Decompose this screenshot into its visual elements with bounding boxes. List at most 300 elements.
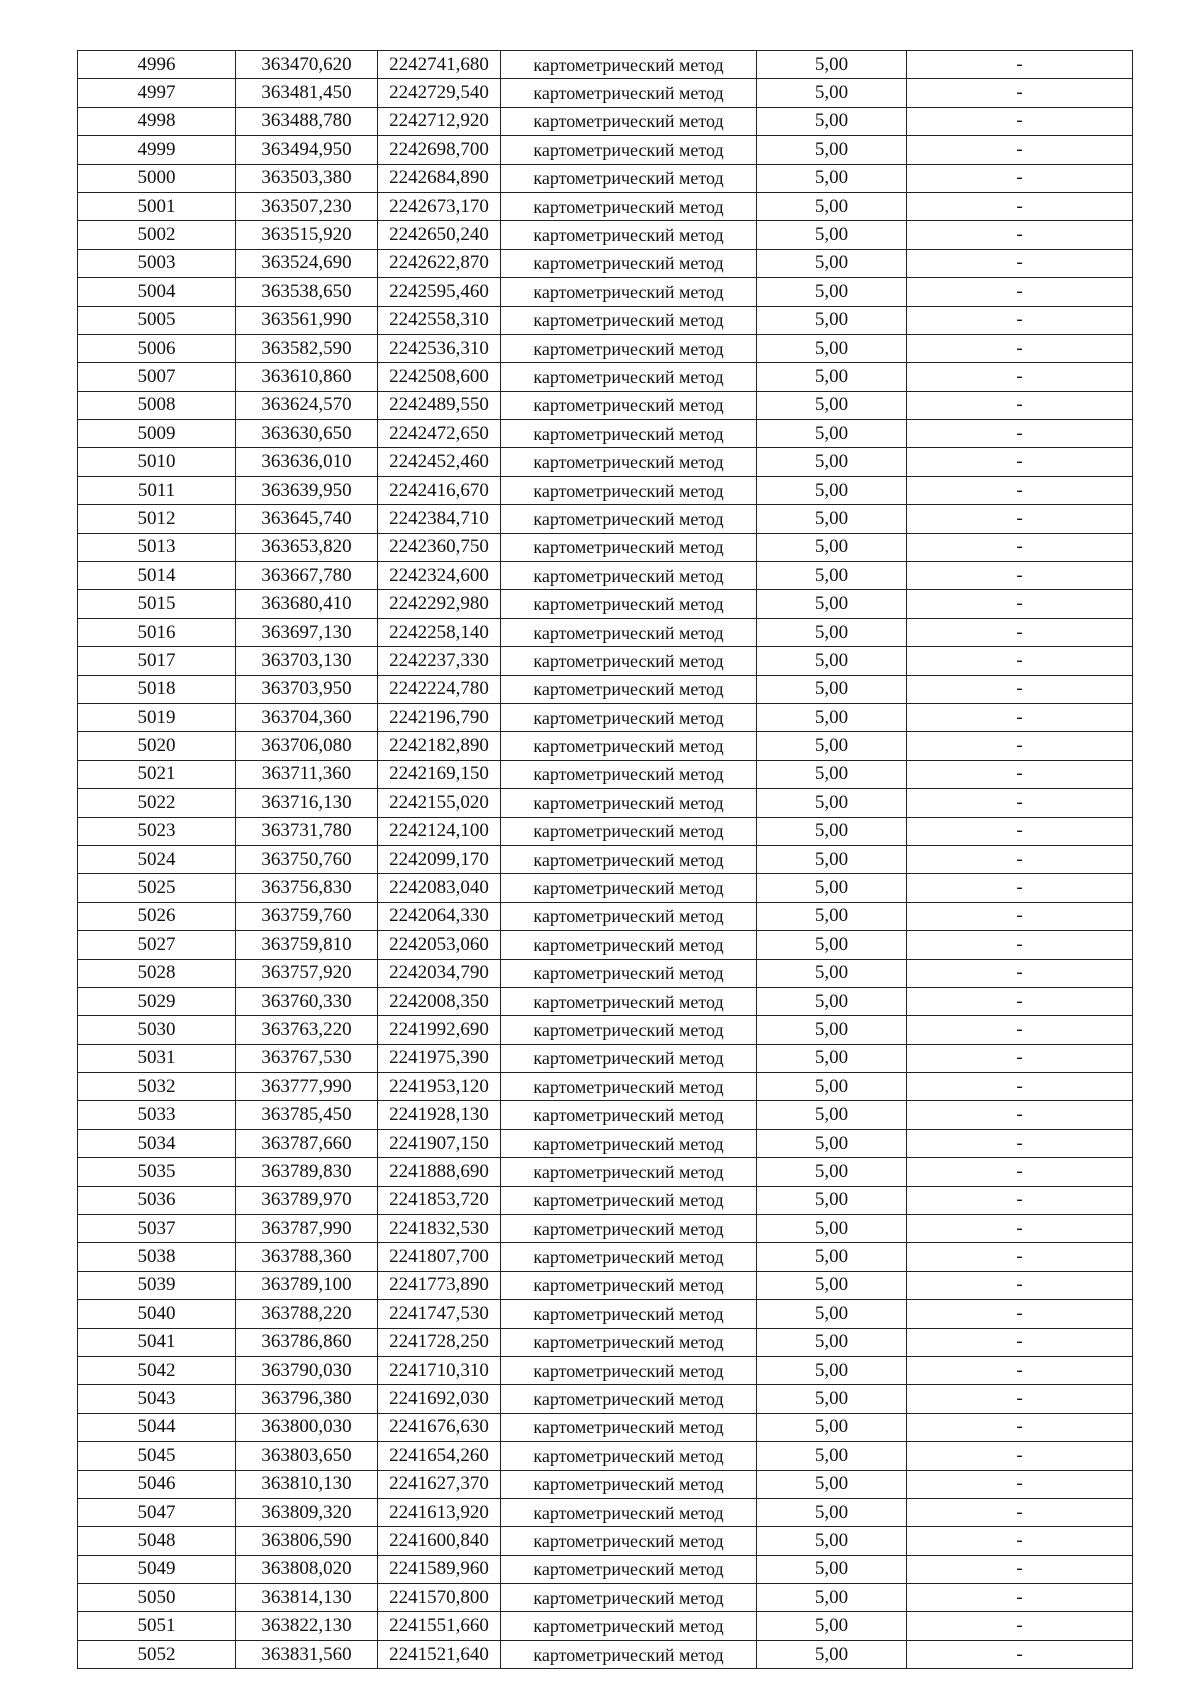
description-cell: - <box>907 1527 1133 1555</box>
accuracy-cell: 5,00 <box>757 732 907 760</box>
table-row <box>78 817 1133 845</box>
point-number-cell: 5041 <box>78 1328 236 1356</box>
y-coordinate-cell: 2242416,670 <box>378 476 501 504</box>
y-coordinate-cell: 2241807,700 <box>378 1243 501 1271</box>
x-coordinate-cell: 363789,830 <box>236 1158 378 1186</box>
accuracy-cell: 5,00 <box>757 1243 907 1271</box>
method-cell: картометрический метод <box>501 1101 757 1129</box>
x-coordinate-cell: 363680,410 <box>236 590 378 618</box>
accuracy-cell: 5,00 <box>757 1640 907 1668</box>
description-cell: - <box>907 931 1133 959</box>
coordinates-table <box>77 50 1133 1669</box>
accuracy-cell: 5,00 <box>757 760 907 788</box>
point-number-cell: 5007 <box>78 363 236 391</box>
table-row <box>78 760 1133 788</box>
table-row <box>78 1527 1133 1555</box>
description-cell: - <box>907 1300 1133 1328</box>
point-number-cell: 5003 <box>78 249 236 277</box>
point-number-cell: 5011 <box>78 476 236 504</box>
table-row <box>78 164 1133 192</box>
y-coordinate-cell: 2242741,680 <box>378 51 501 79</box>
x-coordinate-cell: 363610,860 <box>236 363 378 391</box>
y-coordinate-cell: 2242508,600 <box>378 363 501 391</box>
description-cell: - <box>907 164 1133 192</box>
method-cell: картометрический метод <box>501 1243 757 1271</box>
point-number-cell: 5012 <box>78 505 236 533</box>
x-coordinate-cell: 363786,860 <box>236 1328 378 1356</box>
y-coordinate-cell: 2242712,920 <box>378 107 501 135</box>
x-coordinate-cell: 363507,230 <box>236 192 378 220</box>
x-coordinate-cell: 363481,450 <box>236 79 378 107</box>
y-coordinate-cell: 2241692,030 <box>378 1385 501 1413</box>
y-coordinate-cell: 2242384,710 <box>378 505 501 533</box>
point-number-cell: 5004 <box>78 278 236 306</box>
accuracy-cell: 5,00 <box>757 1527 907 1555</box>
y-coordinate-cell: 2241589,960 <box>378 1555 501 1583</box>
description-cell: - <box>907 1584 1133 1612</box>
method-cell: картометрический метод <box>501 1442 757 1470</box>
y-coordinate-cell: 2242064,330 <box>378 902 501 930</box>
method-cell: картометрический метод <box>501 192 757 220</box>
point-number-cell: 5030 <box>78 1016 236 1044</box>
x-coordinate-cell: 363809,320 <box>236 1498 378 1526</box>
table-row <box>78 1470 1133 1498</box>
accuracy-cell: 5,00 <box>757 51 907 79</box>
y-coordinate-cell: 2241992,690 <box>378 1016 501 1044</box>
table-row <box>78 79 1133 107</box>
x-coordinate-cell: 363624,570 <box>236 391 378 419</box>
method-cell: картометрический метод <box>501 391 757 419</box>
y-coordinate-cell: 2242182,890 <box>378 732 501 760</box>
table-row <box>78 1612 1133 1640</box>
method-cell: картометрический метод <box>501 845 757 873</box>
description-cell: - <box>907 448 1133 476</box>
point-number-cell: 5034 <box>78 1129 236 1157</box>
point-number-cell: 5044 <box>78 1413 236 1441</box>
description-cell: - <box>907 817 1133 845</box>
description-cell: - <box>907 618 1133 646</box>
method-cell: картометрический метод <box>501 931 757 959</box>
y-coordinate-cell: 2242008,350 <box>378 987 501 1015</box>
point-number-cell: 5042 <box>78 1356 236 1384</box>
description-cell: - <box>907 51 1133 79</box>
y-coordinate-cell: 2242083,040 <box>378 874 501 902</box>
table-row <box>78 1271 1133 1299</box>
accuracy-cell: 5,00 <box>757 363 907 391</box>
method-cell: картометрический метод <box>501 647 757 675</box>
y-coordinate-cell: 2242595,460 <box>378 278 501 306</box>
accuracy-cell: 5,00 <box>757 221 907 249</box>
x-coordinate-cell: 363777,990 <box>236 1073 378 1101</box>
accuracy-cell: 5,00 <box>757 1101 907 1129</box>
y-coordinate-cell: 2242684,890 <box>378 164 501 192</box>
table-row <box>78 647 1133 675</box>
accuracy-cell: 5,00 <box>757 1016 907 1044</box>
point-number-cell: 5008 <box>78 391 236 419</box>
x-coordinate-cell: 363787,660 <box>236 1129 378 1157</box>
point-number-cell: 5035 <box>78 1158 236 1186</box>
point-number-cell: 5017 <box>78 647 236 675</box>
accuracy-cell: 5,00 <box>757 902 907 930</box>
table-body <box>78 51 1133 1669</box>
accuracy-cell: 5,00 <box>757 1584 907 1612</box>
table-row <box>78 789 1133 817</box>
y-coordinate-cell: 2241747,530 <box>378 1300 501 1328</box>
y-coordinate-cell: 2242472,650 <box>378 420 501 448</box>
table-row <box>78 391 1133 419</box>
y-coordinate-cell: 2241600,840 <box>378 1527 501 1555</box>
accuracy-cell: 5,00 <box>757 1356 907 1384</box>
accuracy-cell: 5,00 <box>757 1555 907 1583</box>
accuracy-cell: 5,00 <box>757 79 907 107</box>
method-cell: картометрический метод <box>501 1016 757 1044</box>
table-row <box>78 278 1133 306</box>
accuracy-cell: 5,00 <box>757 590 907 618</box>
x-coordinate-cell: 363704,360 <box>236 703 378 731</box>
table-row <box>78 476 1133 504</box>
description-cell: - <box>907 789 1133 817</box>
point-number-cell: 5037 <box>78 1215 236 1243</box>
description-cell: - <box>907 136 1133 164</box>
point-number-cell: 5027 <box>78 931 236 959</box>
table-row <box>78 107 1133 135</box>
y-coordinate-cell: 2241953,120 <box>378 1073 501 1101</box>
x-coordinate-cell: 363790,030 <box>236 1356 378 1384</box>
method-cell: картометрический метод <box>501 420 757 448</box>
method-cell: картометрический метод <box>501 363 757 391</box>
point-number-cell: 5050 <box>78 1584 236 1612</box>
y-coordinate-cell: 2242489,550 <box>378 391 501 419</box>
method-cell: картометрический метод <box>501 1470 757 1498</box>
method-cell: картометрический метод <box>501 249 757 277</box>
y-coordinate-cell: 2241710,310 <box>378 1356 501 1384</box>
method-cell: картометрический метод <box>501 533 757 561</box>
method-cell: картометрический метод <box>501 334 757 362</box>
x-coordinate-cell: 363653,820 <box>236 533 378 561</box>
table-row <box>78 136 1133 164</box>
accuracy-cell: 5,00 <box>757 931 907 959</box>
y-coordinate-cell: 2242452,460 <box>378 448 501 476</box>
table-row <box>78 703 1133 731</box>
description-cell: - <box>907 334 1133 362</box>
y-coordinate-cell: 2241975,390 <box>378 1044 501 1072</box>
point-number-cell: 5051 <box>78 1612 236 1640</box>
method-cell: картометрический метод <box>501 1584 757 1612</box>
point-number-cell: 5046 <box>78 1470 236 1498</box>
y-coordinate-cell: 2242536,310 <box>378 334 501 362</box>
method-cell: картометрический метод <box>501 732 757 760</box>
description-cell: - <box>907 1186 1133 1214</box>
accuracy-cell: 5,00 <box>757 334 907 362</box>
accuracy-cell: 5,00 <box>757 675 907 703</box>
accuracy-cell: 5,00 <box>757 278 907 306</box>
accuracy-cell: 5,00 <box>757 1129 907 1157</box>
table-row <box>78 221 1133 249</box>
description-cell: - <box>907 1129 1133 1157</box>
method-cell: картометрический метод <box>501 1640 757 1668</box>
y-coordinate-cell: 2242324,600 <box>378 562 501 590</box>
y-coordinate-cell: 2242558,310 <box>378 306 501 334</box>
table-row <box>78 845 1133 873</box>
description-cell: - <box>907 1555 1133 1583</box>
description-cell: - <box>907 562 1133 590</box>
x-coordinate-cell: 363538,650 <box>236 278 378 306</box>
point-number-cell: 5032 <box>78 1073 236 1101</box>
table-row <box>78 1442 1133 1470</box>
table-row <box>78 675 1133 703</box>
point-number-cell: 5010 <box>78 448 236 476</box>
description-cell: - <box>907 590 1133 618</box>
x-coordinate-cell: 363760,330 <box>236 987 378 1015</box>
y-coordinate-cell: 2242650,240 <box>378 221 501 249</box>
table-row <box>78 562 1133 590</box>
method-cell: картометрический метод <box>501 590 757 618</box>
method-cell: картометрический метод <box>501 107 757 135</box>
x-coordinate-cell: 363806,590 <box>236 1527 378 1555</box>
method-cell: картометрический метод <box>501 1555 757 1583</box>
table-row <box>78 1328 1133 1356</box>
description-cell: - <box>907 1271 1133 1299</box>
accuracy-cell: 5,00 <box>757 1271 907 1299</box>
y-coordinate-cell: 2241832,530 <box>378 1215 501 1243</box>
table-row <box>78 363 1133 391</box>
table-row <box>78 1356 1133 1384</box>
table-row <box>78 334 1133 362</box>
description-cell: - <box>907 1101 1133 1129</box>
y-coordinate-cell: 2242224,780 <box>378 675 501 703</box>
method-cell: картометрический метод <box>501 1498 757 1526</box>
method-cell: картометрический метод <box>501 1215 757 1243</box>
point-number-cell: 5028 <box>78 959 236 987</box>
description-cell: - <box>907 1612 1133 1640</box>
x-coordinate-cell: 363697,130 <box>236 618 378 646</box>
point-number-cell: 5045 <box>78 1442 236 1470</box>
y-coordinate-cell: 2241728,250 <box>378 1328 501 1356</box>
y-coordinate-cell: 2241888,690 <box>378 1158 501 1186</box>
point-number-cell: 5036 <box>78 1186 236 1214</box>
method-cell: картометрический метод <box>501 278 757 306</box>
table-row <box>78 1640 1133 1668</box>
accuracy-cell: 5,00 <box>757 448 907 476</box>
description-cell: - <box>907 221 1133 249</box>
accuracy-cell: 5,00 <box>757 1215 907 1243</box>
x-coordinate-cell: 363796,380 <box>236 1385 378 1413</box>
x-coordinate-cell: 363582,590 <box>236 334 378 362</box>
y-coordinate-cell: 2242053,060 <box>378 931 501 959</box>
description-cell: - <box>907 306 1133 334</box>
point-number-cell: 5052 <box>78 1640 236 1668</box>
description-cell: - <box>907 249 1133 277</box>
x-coordinate-cell: 363763,220 <box>236 1016 378 1044</box>
point-number-cell: 5033 <box>78 1101 236 1129</box>
method-cell: картометрический метод <box>501 1271 757 1299</box>
description-cell: - <box>907 732 1133 760</box>
y-coordinate-cell: 2242258,140 <box>378 618 501 646</box>
accuracy-cell: 5,00 <box>757 1442 907 1470</box>
table-row <box>78 1158 1133 1186</box>
point-number-cell: 5043 <box>78 1385 236 1413</box>
point-number-cell: 4999 <box>78 136 236 164</box>
point-number-cell: 5026 <box>78 902 236 930</box>
accuracy-cell: 5,00 <box>757 1186 907 1214</box>
x-coordinate-cell: 363814,130 <box>236 1584 378 1612</box>
x-coordinate-cell: 363756,830 <box>236 874 378 902</box>
accuracy-cell: 5,00 <box>757 164 907 192</box>
description-cell: - <box>907 420 1133 448</box>
table-row <box>78 959 1133 987</box>
y-coordinate-cell: 2241570,800 <box>378 1584 501 1612</box>
method-cell: картометрический метод <box>501 1385 757 1413</box>
y-coordinate-cell: 2242169,150 <box>378 760 501 788</box>
x-coordinate-cell: 363759,760 <box>236 902 378 930</box>
method-cell: картометрический метод <box>501 164 757 192</box>
x-coordinate-cell: 363716,130 <box>236 789 378 817</box>
accuracy-cell: 5,00 <box>757 817 907 845</box>
table-row <box>78 1555 1133 1583</box>
x-coordinate-cell: 363789,100 <box>236 1271 378 1299</box>
description-cell: - <box>907 1385 1133 1413</box>
accuracy-cell: 5,00 <box>757 306 907 334</box>
description-cell: - <box>907 1073 1133 1101</box>
table-row <box>78 618 1133 646</box>
accuracy-cell: 5,00 <box>757 1328 907 1356</box>
x-coordinate-cell: 363788,360 <box>236 1243 378 1271</box>
point-number-cell: 5031 <box>78 1044 236 1072</box>
y-coordinate-cell: 2241627,370 <box>378 1470 501 1498</box>
method-cell: картометрический метод <box>501 618 757 646</box>
accuracy-cell: 5,00 <box>757 533 907 561</box>
description-cell: - <box>907 1215 1133 1243</box>
x-coordinate-cell: 363800,030 <box>236 1413 378 1441</box>
accuracy-cell: 5,00 <box>757 1073 907 1101</box>
accuracy-cell: 5,00 <box>757 107 907 135</box>
accuracy-cell: 5,00 <box>757 874 907 902</box>
accuracy-cell: 5,00 <box>757 1385 907 1413</box>
method-cell: картометрический метод <box>501 476 757 504</box>
y-coordinate-cell: 2242698,700 <box>378 136 501 164</box>
description-cell: - <box>907 1016 1133 1044</box>
method-cell: картометрический метод <box>501 562 757 590</box>
accuracy-cell: 5,00 <box>757 1044 907 1072</box>
description-cell: - <box>907 1413 1133 1441</box>
x-coordinate-cell: 363787,990 <box>236 1215 378 1243</box>
y-coordinate-cell: 2241773,890 <box>378 1271 501 1299</box>
description-cell: - <box>907 1470 1133 1498</box>
point-number-cell: 5009 <box>78 420 236 448</box>
description-cell: - <box>907 987 1133 1015</box>
method-cell: картометрический метод <box>501 789 757 817</box>
accuracy-cell: 5,00 <box>757 1612 907 1640</box>
description-cell: - <box>907 107 1133 135</box>
y-coordinate-cell: 2241676,630 <box>378 1413 501 1441</box>
x-coordinate-cell: 363667,780 <box>236 562 378 590</box>
x-coordinate-cell: 363524,690 <box>236 249 378 277</box>
point-number-cell: 5049 <box>78 1555 236 1583</box>
x-coordinate-cell: 363750,760 <box>236 845 378 873</box>
description-cell: - <box>907 675 1133 703</box>
x-coordinate-cell: 363822,130 <box>236 1612 378 1640</box>
x-coordinate-cell: 363706,080 <box>236 732 378 760</box>
table-row <box>78 533 1133 561</box>
method-cell: картометрический метод <box>501 79 757 107</box>
accuracy-cell: 5,00 <box>757 647 907 675</box>
description-cell: - <box>907 902 1133 930</box>
y-coordinate-cell: 2241551,660 <box>378 1612 501 1640</box>
description-cell: - <box>907 278 1133 306</box>
y-coordinate-cell: 2242196,790 <box>378 703 501 731</box>
point-number-cell: 5002 <box>78 221 236 249</box>
x-coordinate-cell: 363767,530 <box>236 1044 378 1072</box>
point-number-cell: 5016 <box>78 618 236 646</box>
accuracy-cell: 5,00 <box>757 505 907 533</box>
y-coordinate-cell: 2242673,170 <box>378 192 501 220</box>
method-cell: картометрический метод <box>501 1413 757 1441</box>
description-cell: - <box>907 192 1133 220</box>
accuracy-cell: 5,00 <box>757 1413 907 1441</box>
accuracy-cell: 5,00 <box>757 1470 907 1498</box>
table-row <box>78 306 1133 334</box>
method-cell: картометрический метод <box>501 675 757 703</box>
x-coordinate-cell: 363757,920 <box>236 959 378 987</box>
description-cell: - <box>907 647 1133 675</box>
accuracy-cell: 5,00 <box>757 1158 907 1186</box>
method-cell: картометрический метод <box>501 760 757 788</box>
description-cell: - <box>907 1243 1133 1271</box>
point-number-cell: 5021 <box>78 760 236 788</box>
method-cell: картометрический метод <box>501 1527 757 1555</box>
point-number-cell: 4998 <box>78 107 236 135</box>
table-row <box>78 1413 1133 1441</box>
y-coordinate-cell: 2242034,790 <box>378 959 501 987</box>
y-coordinate-cell: 2241907,150 <box>378 1129 501 1157</box>
table-row <box>78 1243 1133 1271</box>
y-coordinate-cell: 2241521,640 <box>378 1640 501 1668</box>
accuracy-cell: 5,00 <box>757 789 907 817</box>
method-cell: картометрический метод <box>501 1129 757 1157</box>
method-cell: картометрический метод <box>501 1073 757 1101</box>
point-number-cell: 5015 <box>78 590 236 618</box>
table-row <box>78 1101 1133 1129</box>
table-row <box>78 874 1133 902</box>
method-cell: картометрический метод <box>501 306 757 334</box>
y-coordinate-cell: 2241928,130 <box>378 1101 501 1129</box>
description-cell: - <box>907 533 1133 561</box>
table-row <box>78 448 1133 476</box>
method-cell: картометрический метод <box>501 703 757 731</box>
table-row <box>78 1385 1133 1413</box>
point-number-cell: 5005 <box>78 306 236 334</box>
point-number-cell: 5019 <box>78 703 236 731</box>
x-coordinate-cell: 363494,950 <box>236 136 378 164</box>
accuracy-cell: 5,00 <box>757 618 907 646</box>
table-row <box>78 192 1133 220</box>
point-number-cell: 5020 <box>78 732 236 760</box>
point-number-cell: 5014 <box>78 562 236 590</box>
accuracy-cell: 5,00 <box>757 192 907 220</box>
y-coordinate-cell: 2242622,870 <box>378 249 501 277</box>
method-cell: картометрический метод <box>501 902 757 930</box>
method-cell: картометрический метод <box>501 1612 757 1640</box>
table-row <box>78 902 1133 930</box>
x-coordinate-cell: 363470,620 <box>236 51 378 79</box>
y-coordinate-cell: 2241654,260 <box>378 1442 501 1470</box>
point-number-cell: 5029 <box>78 987 236 1015</box>
x-coordinate-cell: 363703,950 <box>236 675 378 703</box>
description-cell: - <box>907 703 1133 731</box>
y-coordinate-cell: 2242292,980 <box>378 590 501 618</box>
accuracy-cell: 5,00 <box>757 562 907 590</box>
table-row <box>78 420 1133 448</box>
